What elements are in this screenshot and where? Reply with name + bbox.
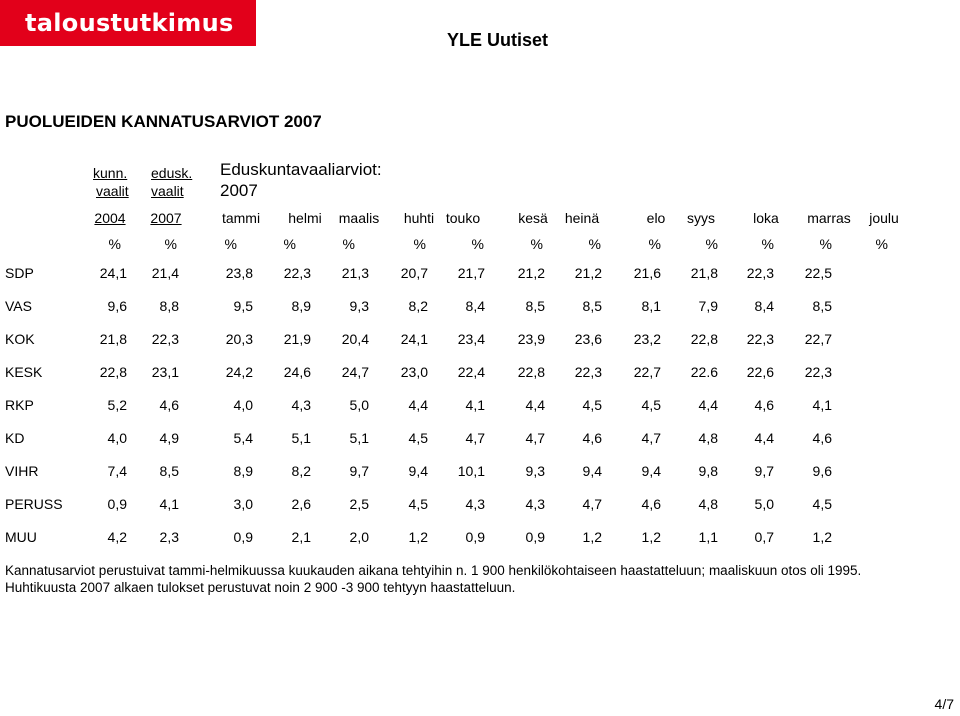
header-month: elo [646, 210, 666, 226]
header-month: joulu [869, 210, 899, 226]
table-cell: 8,9 [291, 298, 311, 314]
table-cell: 4,0 [107, 430, 127, 446]
party-name: VIHR [5, 463, 39, 479]
table-cell: 21,3 [341, 265, 369, 281]
header-month: tammi [221, 210, 261, 226]
header-month: maalis [338, 210, 380, 226]
table-cell: 4,1 [812, 397, 832, 413]
table-cell: 4,5 [408, 430, 428, 446]
page-number: 4/7 [934, 696, 954, 712]
table-cell: 4,6 [159, 397, 179, 413]
table-cell: 7,9 [698, 298, 718, 314]
table-cell: 1,1 [698, 529, 718, 545]
table-cell: 23,0 [400, 364, 428, 380]
table-cell: 8,8 [159, 298, 179, 314]
table-cell: 4,9 [159, 430, 179, 446]
table-cell: 4,4 [754, 430, 774, 446]
table-cell: 4,5 [812, 496, 832, 512]
table-cell: 4,4 [408, 397, 428, 413]
table-cell: 4,0 [233, 397, 253, 413]
header-percent: % [530, 236, 543, 252]
table-cell: 4,7 [641, 430, 661, 446]
table-cell: 24,1 [99, 265, 127, 281]
table-cell: 2,3 [159, 529, 179, 545]
header-percent: % [588, 236, 601, 252]
table-cell: 23,9 [517, 331, 545, 347]
table-cell: 22,3 [574, 364, 602, 380]
table-cell: 1,2 [408, 529, 428, 545]
header-kunn: kunn. [93, 165, 128, 181]
table-cell: 0,9 [107, 496, 127, 512]
header-forecast-title: Eduskuntavaaliarviot: [220, 160, 382, 179]
header-vaalit-2: vaalit [151, 183, 184, 199]
table-cell: 10,1 [457, 463, 485, 479]
table-cell: 22,6 [746, 364, 774, 380]
header-percent: % [648, 236, 661, 252]
table-cell: 4,6 [582, 430, 602, 446]
header-vaalit-1: vaalit [96, 183, 129, 199]
party-name: RKP [5, 397, 34, 413]
table-cell: 23,6 [574, 331, 602, 347]
table-cell: 21,9 [283, 331, 311, 347]
table-cell: 8,9 [233, 463, 253, 479]
header-edusk: edusk. [151, 165, 193, 181]
table-cell: 4,5 [641, 397, 661, 413]
table-cell: 22,8 [517, 364, 545, 380]
table-cell: 0,9 [525, 529, 545, 545]
table-cell: 9,4 [582, 463, 602, 479]
header-year-2004: 2004 [94, 210, 126, 226]
table-cell: 21,4 [151, 265, 179, 281]
table-cell: 4,4 [698, 397, 718, 413]
table-cell: 23,1 [151, 364, 179, 380]
header-percent: % [224, 236, 237, 252]
header-percent: % [875, 236, 888, 252]
table-cell: 5,2 [107, 397, 127, 413]
table-cell: 4,6 [754, 397, 774, 413]
table-cell: 4,5 [408, 496, 428, 512]
header-month: touko [445, 210, 481, 226]
table-cell: 22,3 [746, 331, 774, 347]
table-cell: 1,2 [582, 529, 602, 545]
party-name: KOK [5, 331, 35, 347]
header-month: syys [687, 210, 715, 226]
party-name: MUU [5, 529, 37, 545]
table-cell: 24,6 [283, 364, 311, 380]
table-cell: 0,9 [465, 529, 485, 545]
table-cell: 4,1 [465, 397, 485, 413]
table-cell: 8,2 [408, 298, 428, 314]
party-name: KESK [5, 364, 43, 380]
header-month: helmi [288, 210, 322, 226]
table-cell: 9,7 [754, 463, 774, 479]
table-cell: 22,3 [283, 265, 311, 281]
table-cell: 1,2 [812, 529, 832, 545]
table-cell: 5,4 [233, 430, 253, 446]
table-cell: 9,3 [349, 298, 369, 314]
table-cell: 20,3 [225, 331, 253, 347]
header-percent: % [819, 236, 832, 252]
party-name: PERUSS [5, 496, 63, 512]
table-cell: 22,3 [804, 364, 832, 380]
table-cell: 23,2 [633, 331, 661, 347]
table-cell: 7,4 [107, 463, 127, 479]
table-cell: 5,1 [291, 430, 311, 446]
table-cell: 4,6 [812, 430, 832, 446]
table-cell: 1,2 [641, 529, 661, 545]
table-cell: 8,5 [812, 298, 832, 314]
table-cell: 4,3 [525, 496, 545, 512]
header-month: huhti [403, 210, 435, 226]
table-cell: 8,2 [291, 463, 311, 479]
header-month: loka [753, 210, 779, 226]
page-title: PUOLUEIDEN KANNATUSARVIOT 2007 [5, 112, 322, 131]
table-cell: 5,0 [754, 496, 774, 512]
footnote-1: Kannatusarviot perustuivat tammi-helmikuussa kuukauden aikana tehtyihin n. 1 900 henkilökohtaiseen haastatteluun; maaliskuun otos oli 1995. [5, 563, 862, 578]
table-cell: 9,6 [812, 463, 832, 479]
table-cell: 9,6 [107, 298, 127, 314]
table-cell: 0,9 [233, 529, 253, 545]
table-cell: 22.6 [690, 364, 718, 380]
table-cell: 3,0 [233, 496, 253, 512]
table-cell: 8,5 [525, 298, 545, 314]
footnote-2: Huhtikuusta 2007 alkaen tulokset perustuvat noin 2 900 -3 900 tehtyyn haastatteluun. [5, 580, 516, 595]
table-cell: 20,7 [400, 265, 428, 281]
brand-title: YLE Uutiset [447, 30, 549, 50]
table-cell: 21,8 [99, 331, 127, 347]
table-cell: 24,2 [225, 364, 253, 380]
party-name: KD [5, 430, 25, 446]
table-cell: 4,1 [159, 496, 179, 512]
table-cell: 22,3 [151, 331, 179, 347]
table-cell: 21,8 [690, 265, 718, 281]
table-cell: 21,7 [457, 265, 485, 281]
table-cell: 8,1 [641, 298, 661, 314]
table-cell: 22,3 [746, 265, 774, 281]
table-cell: 9,4 [641, 463, 661, 479]
party-name: SDP [5, 265, 34, 281]
table-cell: 8,4 [465, 298, 485, 314]
header-month: heinä [564, 210, 600, 226]
table-cell: 21,2 [517, 265, 545, 281]
table-cell: 0,7 [754, 529, 774, 545]
table-cell: 8,4 [754, 298, 774, 314]
header-percent: % [471, 236, 484, 252]
header-percent: % [283, 236, 296, 252]
table-cell: 4,8 [698, 496, 718, 512]
table-cell: 9,3 [525, 463, 545, 479]
header-year-2007: 2007 [150, 210, 182, 226]
table-cell: 2,6 [291, 496, 311, 512]
table-cell: 5,1 [349, 430, 369, 446]
table-cell: 4,3 [291, 397, 311, 413]
header-percent: % [342, 236, 355, 252]
table-cell: 24,1 [400, 331, 428, 347]
party-name: VAS [5, 298, 32, 314]
table-cell: 21,6 [633, 265, 661, 281]
header-percent: % [164, 236, 177, 252]
table-cell: 9,7 [349, 463, 369, 479]
header-percent: % [705, 236, 718, 252]
table-cell: 2,5 [349, 496, 369, 512]
table-cell: 2,0 [349, 529, 369, 545]
header-month: marras [807, 210, 851, 226]
table-cell: 4,4 [525, 397, 545, 413]
table-cell: 4,5 [582, 397, 602, 413]
table-cell: 22,8 [690, 331, 718, 347]
table-cell: 9,4 [408, 463, 428, 479]
table-cell: 4,8 [698, 430, 718, 446]
table-cell: 21,2 [574, 265, 602, 281]
table-cell: 24,7 [341, 364, 369, 380]
table-cell: 4,2 [107, 529, 127, 545]
table-cell: 22,7 [633, 364, 661, 380]
table-cell: 5,0 [349, 397, 369, 413]
header-percent: % [108, 236, 121, 252]
table-cell: 8,5 [582, 298, 602, 314]
header-month: kesä [518, 210, 548, 226]
table-cell: 8,5 [159, 463, 179, 479]
table-cell: 22,7 [804, 331, 832, 347]
table-cell: 20,4 [341, 331, 369, 347]
table-cell: 4,7 [465, 430, 485, 446]
header-percent: % [761, 236, 774, 252]
table-cell: 4,7 [525, 430, 545, 446]
table-cell: 22,4 [457, 364, 485, 380]
header-percent: % [413, 236, 426, 252]
table-cell: 23,8 [225, 265, 253, 281]
header-forecast-year: 2007 [220, 181, 258, 200]
table-cell: 4,6 [641, 496, 661, 512]
table-cell: 9,8 [698, 463, 718, 479]
table-cell: 4,3 [465, 496, 485, 512]
table-cell: 22,8 [99, 364, 127, 380]
table-cell: 9,5 [233, 298, 253, 314]
table-cell: 4,7 [582, 496, 602, 512]
table-cell: 22,5 [804, 265, 832, 281]
table-cell: 2,1 [291, 529, 311, 545]
table-cell: 23,4 [457, 331, 485, 347]
company-logo: taloustutkimus oy [0, 0, 256, 46]
